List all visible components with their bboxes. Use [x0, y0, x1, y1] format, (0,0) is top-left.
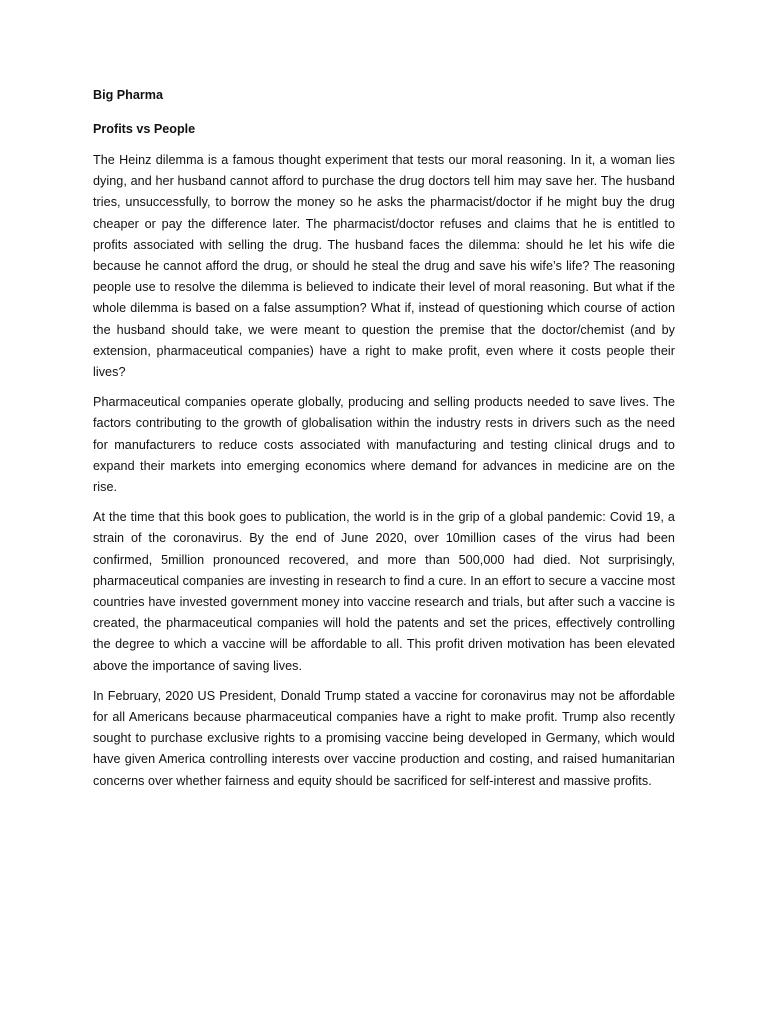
- paragraph-trump-vaccine: In February, 2020 US President, Donald Trump stated a vaccine for coronavirus may not be affordable for all Americans because pharmaceutical companies have a right to make profit. Trump also recently sought to purchase exclusive rights to a promising vaccine being developed in Germany, which would have given America controlling interests over vaccine production and costing, and raised humanitarian concerns over whether fairness and equity should be sacrificed for self-interest and massive profits.: [93, 688, 675, 788]
- paragraph-covid-pandemic: At the time that this book goes to publication, the world is in the grip of a global pandemic: Covid 19, a strain of the coronavirus. By the end of June 2020, over 10million cases of the virus had been confirmed, 5million pronounced recovered, and more than 500,000 had died. Not surprisingly, pharmaceutical companies are investing in research to find a cure. In an effort to secure a vaccine most countries have invested government money into vaccine research and trials, but after such a vaccine is created, the pharmaceutical companies will hold the patents and set the prices, effectively controlling the degree to which a vaccine will be affordable to all. This profit driven motivation has been elevated above the importance of saving lives.: [93, 510, 675, 673]
- document-title: Big Pharma: [93, 88, 163, 102]
- document-subtitle: Profits vs People: [93, 122, 196, 136]
- paragraph-heinz-dilemma: The Heinz dilemma is a famous thought experiment that tests our moral reasoning. In it, a woman lies dying, and her husband cannot afford to purchase the drug doctors tell him may save her. The husband tries, unsuccessfully, to borrow the money so he asks the pharmacist/doctor if he might buy the drug cheaper or pay the difference later. The pharmacist/doctor refuses and claims that he is entitled to profits associated with selling the drug. The husband faces the dilemma: should he let his wife die because he cannot afford the drug, or should he steal the drug and save his wife’s life? The reasoning people use to resolve the dilemma is believed to indicate their level of moral reasoning. But what if the whole dilemma is based on a false assumption? What if, instead of questioning which course of action the husband should take, we were meant to question the premise that the doctor/chemist (and by extension, pharmaceutical companies) have a right to make profit, even where it costs people their lives?: [93, 153, 675, 380]
- paragraph-globalisation: Pharmaceutical companies operate globally, producing and selling products needed to save lives. The factors contributing to the growth of globalisation within the industry rests in drivers such as the need for manufacturers to reduce costs associated with manufacturing and testing clinical drugs and to expand their markets into emerging economics where demand for advances in medicine are on the rise.: [93, 395, 675, 495]
- document-body: [93, 87, 675, 801]
